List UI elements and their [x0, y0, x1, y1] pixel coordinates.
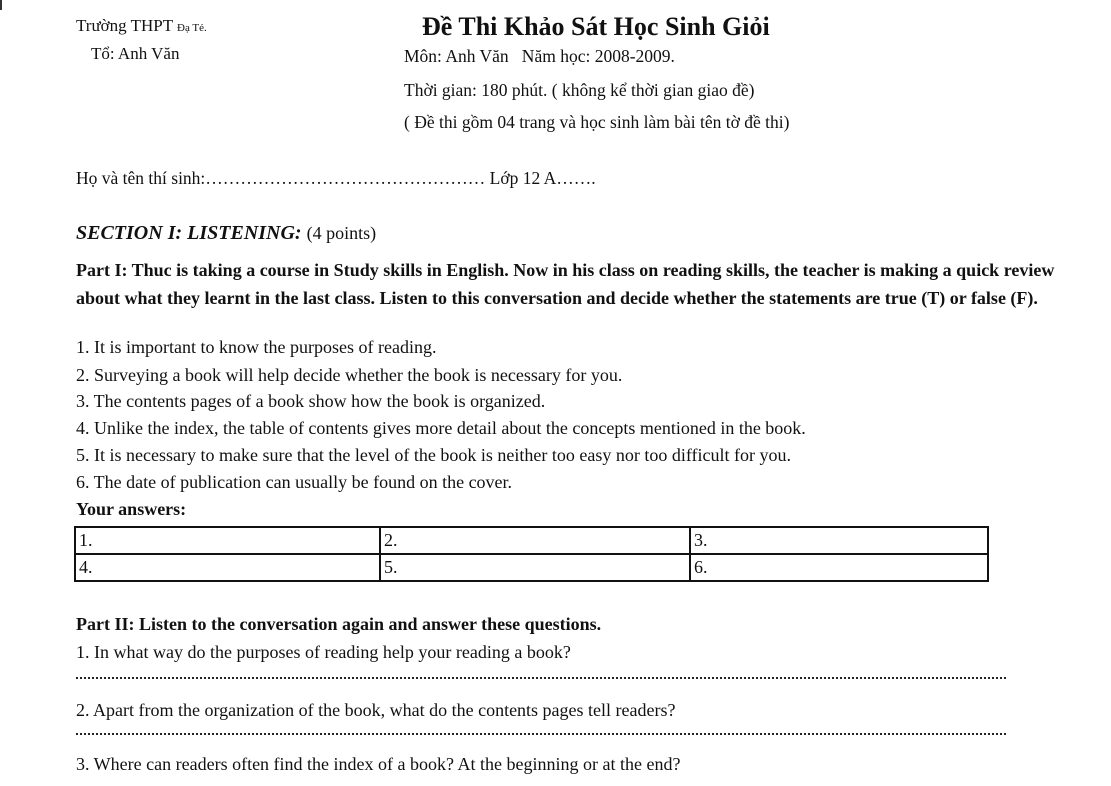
statement: 5. It is necessary to make sure that the level of the book is neither too easy nor too difficult for you. — [76, 445, 791, 465]
exam-title: Đề Thi Khảo Sát Học Sinh Giỏi — [422, 12, 770, 41]
scan-edge-mark — [0, 0, 2, 10]
part2-instruction: Part II: Listen to the conversation again and answer these questions. — [76, 614, 602, 634]
statement: 1. It is important to know the purposes of reading. — [76, 337, 437, 357]
answer-cell[interactable]: 4. — [75, 554, 380, 581]
question: 3. Where can readers often find the index of a book? At the beginning or at the end? — [76, 754, 681, 774]
statement: 2. Surveying a book will help decide whether the book is necessary for you. — [76, 365, 623, 385]
answer-line[interactable] — [76, 675, 1006, 679]
answer-cell[interactable]: 5. — [380, 554, 690, 581]
answer-cell[interactable]: 3. — [690, 527, 988, 554]
exam-time: Thời gian: 180 phút. ( không kể thời gian giao đề) — [404, 80, 755, 100]
answers-label: Your answers: — [76, 499, 187, 519]
section-heading — [76, 222, 376, 245]
answer-cell[interactable]: 6. — [690, 554, 988, 581]
answer-cell[interactable]: 2. — [380, 527, 690, 554]
table-row — [75, 554, 988, 581]
answer-cell[interactable]: 1. — [75, 527, 380, 554]
question: 1. In what way do the purposes of reading help your reading a book? — [76, 642, 571, 662]
answer-table — [74, 526, 989, 582]
school-prefix: Trường THPT — [76, 16, 173, 35]
table-row — [75, 527, 988, 554]
section-points: (4 points) — [306, 223, 377, 243]
question: 2. Apart from the organization of the book, what do the contents pages tell readers? — [76, 700, 676, 720]
pages-note: ( Đề thi gồm 04 trang và học sinh làm bài tên tờ đề thi) — [404, 112, 790, 132]
statement: 6. The date of publication can usually be found on the cover. — [76, 472, 513, 492]
statement: 4. Unlike the index, the table of contents gives more detail about the concepts mentioned in the book. — [76, 418, 806, 438]
school-name — [76, 16, 207, 36]
school-name-small: Đạ Tẻ. — [177, 22, 207, 34]
student-name-line: Họ và tên thí sinh:………………………………………… Lớp 12 A……. — [76, 168, 596, 188]
subject-year: Môn: Anh Văn Năm học: 2008-2009. — [404, 46, 675, 66]
answer-line[interactable] — [76, 731, 1006, 735]
part1-instruction: Part I: Thuc is taking a course in Study skills in English. Now in his class on reading skills, the teacher is making a quick review about what they learnt in the last class. Listen to this conversation and decide whether the statements are true (T) or false (F). — [76, 260, 1055, 308]
department: Tổ: Anh Văn — [91, 44, 180, 63]
statement: 3. The contents pages of a book show how the book is organized. — [76, 391, 546, 411]
section-title: SECTION I: LISTENING: — [76, 222, 302, 244]
